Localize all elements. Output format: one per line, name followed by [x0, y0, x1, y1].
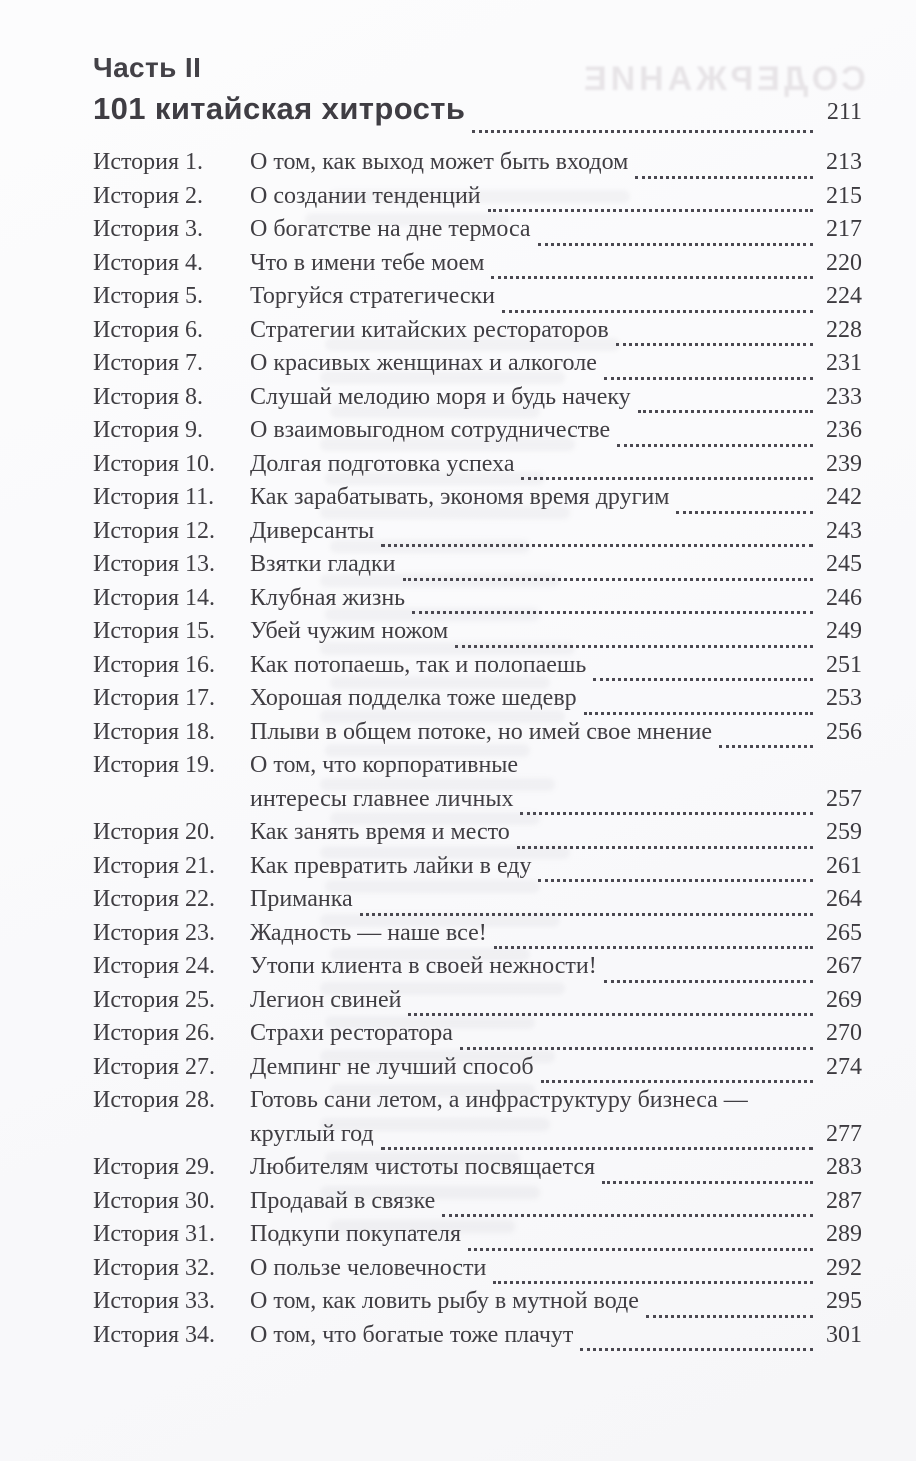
toc-entry-body — [250, 917, 862, 951]
toc-entry-body — [250, 1017, 862, 1051]
toc-entry-body — [250, 615, 862, 649]
toc-entry-label: История 1. — [93, 149, 204, 175]
toc-entry-page: 233 — [826, 383, 862, 410]
toc-entry-line — [250, 280, 862, 314]
toc-entry-label: История 14. — [93, 584, 216, 611]
toc-entry-page: 245 — [826, 551, 862, 577]
dot-leader — [412, 611, 813, 614]
toc-list — [93, 146, 862, 1352]
toc-entry-body — [250, 950, 862, 984]
toc-entry-line — [250, 682, 862, 716]
toc-entry-body — [250, 180, 862, 214]
toc-content — [93, 50, 862, 1352]
toc-entry-label: История 11. — [93, 484, 215, 510]
toc-entry-body — [250, 1185, 862, 1219]
toc-entry — [93, 1252, 862, 1286]
toc-entry-title: Что в имени тебе моем — [250, 249, 485, 276]
toc-entry-label: История 15. — [93, 618, 216, 644]
toc-entry-label: История 12. — [93, 517, 216, 544]
toc-entry — [93, 1285, 862, 1319]
toc-entry-page: 236 — [826, 417, 862, 443]
toc-entry-line — [250, 146, 862, 180]
toc-entry-line — [250, 749, 862, 783]
toc-entry-line — [250, 1252, 862, 1286]
toc-entry-page: 277 — [826, 1120, 862, 1147]
toc-entry-body — [250, 1285, 862, 1319]
toc-entry-line — [250, 716, 862, 750]
dot-leader — [472, 130, 813, 133]
toc-entry-title: Утопи клиента в своей нежности! — [250, 953, 597, 979]
toc-entry-body — [250, 247, 862, 281]
dot-leader — [617, 444, 813, 447]
toc-entry-label: История 24. — [93, 953, 216, 979]
toc-entry — [93, 850, 862, 884]
toc-entry-page: 256 — [826, 718, 862, 745]
toc-entry — [93, 1017, 862, 1051]
toc-entry-page: 249 — [826, 618, 862, 644]
toc-entry — [93, 716, 862, 750]
toc-entry-body — [250, 347, 862, 381]
toc-entry-title: О том, как ловить рыбу в мутной воде — [250, 1288, 639, 1314]
dot-leader — [502, 310, 813, 313]
dot-leader — [676, 511, 813, 514]
toc-entry-body — [250, 481, 862, 515]
toc-entry — [93, 984, 862, 1018]
toc-entry-title: О том, что корпоративные — [250, 752, 519, 778]
toc-entry-line — [250, 1319, 862, 1353]
toc-entry — [93, 280, 862, 314]
toc-entry — [93, 582, 862, 616]
toc-entry-label: История 16. — [93, 651, 216, 678]
toc-entry-label: История 30. — [93, 1187, 216, 1214]
toc-entry — [93, 481, 862, 515]
toc-entry-title: Любителям чистоты посвящается — [250, 1154, 596, 1180]
toc-entry — [93, 213, 862, 247]
toc-entry-title: О создании тенденций — [250, 182, 481, 209]
toc-entry-title: Жадность — наше все! — [250, 919, 487, 946]
toc-entry-label: История 20. — [93, 819, 216, 845]
toc-entry-line — [250, 548, 862, 582]
toc-entry-label: История 28. — [93, 1087, 216, 1113]
toc-entry-line — [250, 515, 862, 549]
toc-entry-label: История 4. — [93, 249, 204, 276]
toc-entry-body — [250, 146, 862, 180]
toc-entry — [93, 247, 862, 281]
toc-entry-title: Хорошая подделка тоже шедевр — [250, 685, 577, 711]
toc-entry-line — [250, 950, 862, 984]
toc-entry-title: Демпинг не лучший способ — [250, 1053, 534, 1080]
dot-leader — [538, 243, 813, 246]
toc-entry-label: История 19. — [93, 752, 216, 778]
toc-entry-label: История 13. — [93, 551, 216, 577]
toc-entry-line — [250, 414, 862, 448]
toc-entry-page: 265 — [826, 919, 862, 946]
toc-entry-title: Приманка — [250, 886, 353, 912]
toc-entry-title: Слушай мелодию моря и будь начеку — [250, 383, 631, 410]
toc-entry-label: История 3. — [93, 216, 204, 242]
dot-leader — [460, 1047, 813, 1050]
toc-entry — [93, 649, 862, 683]
toc-entry-body — [250, 515, 862, 549]
toc-entry-body — [250, 649, 862, 683]
toc-entry-line — [250, 850, 862, 884]
toc-entry-title: круглый год — [250, 1120, 374, 1147]
toc-entry-line — [250, 381, 862, 415]
toc-entry — [93, 314, 862, 348]
toc-entry-body — [250, 682, 862, 716]
toc-entry-title: Продавай в связке — [250, 1187, 436, 1214]
toc-entry-line — [250, 247, 862, 281]
dot-leader — [593, 678, 813, 681]
toc-entry — [93, 883, 862, 917]
dot-leader — [635, 176, 813, 179]
toc-entry — [93, 1218, 862, 1252]
toc-entry-body — [250, 548, 862, 582]
toc-entry-line — [250, 783, 862, 817]
dot-leader — [604, 980, 813, 983]
dot-leader — [538, 879, 813, 882]
toc-entry-line — [250, 1185, 862, 1219]
toc-entry-label: История 33. — [93, 1288, 216, 1314]
dot-leader — [616, 343, 813, 346]
toc-entry-page: 246 — [826, 584, 862, 611]
toc-entry-label: История 10. — [93, 450, 216, 477]
toc-entry-body — [250, 280, 862, 314]
toc-entry — [93, 917, 862, 951]
toc-entry-page: 251 — [826, 651, 862, 678]
toc-entry-page: 301 — [826, 1321, 862, 1348]
part-title: 101 китайская хитрость — [93, 91, 466, 126]
toc-entry-line — [250, 180, 862, 214]
toc-entry-body — [250, 213, 862, 247]
toc-entry-title: Взятки гладки — [250, 551, 396, 577]
dot-leader — [602, 1181, 813, 1184]
toc-entry-body — [250, 1051, 862, 1085]
dot-leader — [381, 1147, 813, 1150]
toc-entry-label: История 25. — [93, 986, 216, 1013]
toc-entry-title: Как зарабатывать, экономя время другим — [250, 484, 670, 510]
toc-entry-page: 228 — [826, 316, 862, 343]
toc-entry — [93, 816, 862, 850]
toc-entry-label: История 22. — [93, 886, 216, 912]
toc-entry-label: История 23. — [93, 919, 216, 946]
toc-entry-title: О том, как выход может быть входом — [250, 149, 629, 175]
toc-entry-body — [250, 883, 862, 917]
toc-entry-line — [250, 448, 862, 482]
dot-leader — [468, 1248, 813, 1251]
toc-entry-body — [250, 749, 862, 816]
toc-entry-page: 259 — [826, 819, 862, 845]
toc-entry-title: О пользе человечности — [250, 1254, 487, 1281]
toc-entry-page: 243 — [826, 517, 862, 544]
toc-entry — [93, 381, 862, 415]
toc-entry — [93, 448, 862, 482]
toc-entry — [93, 414, 862, 448]
toc-entry-label: История 27. — [93, 1053, 216, 1080]
toc-entry-line — [250, 213, 862, 247]
toc-entry-line — [250, 917, 862, 951]
toc-entry-title: Как превратить лайки в еду — [250, 852, 532, 879]
toc-entry-body — [250, 1252, 862, 1286]
toc-entry — [93, 347, 862, 381]
toc-entry-body — [250, 716, 862, 750]
toc-entry-body — [250, 448, 862, 482]
dot-leader — [604, 377, 813, 380]
toc-entry-page: 213 — [826, 149, 862, 175]
toc-entry-page: 283 — [826, 1154, 862, 1180]
toc-entry-line — [250, 314, 862, 348]
toc-entry — [93, 1151, 862, 1185]
toc-entry-label: История 26. — [93, 1020, 216, 1046]
dot-leader — [541, 1080, 813, 1083]
dot-leader — [442, 1214, 813, 1217]
toc-entry-line — [250, 582, 862, 616]
toc-entry — [93, 682, 862, 716]
toc-entry-page: 270 — [826, 1020, 862, 1046]
toc-entry-line — [250, 984, 862, 1018]
toc-entry-label: История 21. — [93, 852, 216, 879]
toc-entry-label: История 17. — [93, 685, 216, 711]
part-label: Часть II — [93, 52, 202, 83]
toc-entry-page: 269 — [826, 986, 862, 1013]
toc-entry-line — [250, 1118, 862, 1152]
dot-leader — [494, 946, 813, 949]
toc-entry-page: 274 — [826, 1053, 862, 1080]
toc-entry-line — [250, 1017, 862, 1051]
toc-entry — [93, 950, 862, 984]
dot-leader — [517, 846, 813, 849]
toc-entry-line — [250, 816, 862, 850]
toc-entry-title: Стратегии китайских рестораторов — [250, 316, 609, 343]
toc-entry — [93, 615, 862, 649]
toc-entry-label: История 7. — [93, 350, 204, 376]
toc-entry-title: Диверсанты — [250, 517, 375, 544]
toc-entry-title: О красивых женщинах и алкоголе — [250, 350, 597, 376]
toc-entry-body — [250, 850, 862, 884]
toc-entry-body — [250, 381, 862, 415]
dot-leader — [521, 477, 813, 480]
toc-entry — [93, 515, 862, 549]
toc-entry-line — [250, 615, 862, 649]
toc-entry-body — [250, 582, 862, 616]
toc-entry-page: 292 — [826, 1254, 862, 1281]
toc-entry-line — [250, 347, 862, 381]
toc-entry-line — [250, 481, 862, 515]
toc-entry-page: 220 — [826, 249, 862, 276]
toc-entry-line — [250, 883, 862, 917]
toc-entry — [93, 1084, 862, 1151]
toc-entry-title: О взаимовыгодном сотрудничестве — [250, 417, 611, 443]
toc-entry-title: Страхи ресторатора — [250, 1020, 453, 1046]
toc-entry-line — [250, 1084, 862, 1118]
toc-entry-page: 215 — [826, 182, 862, 209]
toc-entry-line — [250, 1151, 862, 1185]
toc-entry-title: О богатстве на дне термоса — [250, 216, 531, 242]
dot-leader — [719, 745, 813, 748]
part-title-row — [93, 87, 862, 134]
toc-entry-label: История 31. — [93, 1221, 216, 1247]
toc-entry-line — [250, 1218, 862, 1252]
toc-entry — [93, 1185, 862, 1219]
toc-entry-title: Как потопаешь, так и полопаешь — [250, 651, 587, 678]
dot-leader — [580, 1348, 813, 1351]
toc-entry-label: История 6. — [93, 316, 204, 343]
toc-entry-page: 239 — [826, 450, 862, 477]
toc-entry-title: Плыви в общем потоке, но имей свое мнение — [250, 718, 713, 745]
dot-leader — [455, 645, 813, 648]
dot-leader — [381, 544, 813, 547]
toc-entry-page: 287 — [826, 1187, 862, 1214]
toc-entry-title: Как занять время и место — [250, 819, 510, 845]
dot-leader — [488, 209, 813, 212]
dot-leader — [520, 812, 813, 815]
toc-entry-label: История 5. — [93, 283, 204, 309]
toc-entry-title: Торгуйся стратегически — [250, 283, 496, 309]
toc-entry-label: История 32. — [93, 1254, 216, 1281]
toc-entry-page: 295 — [826, 1288, 862, 1314]
bleed-through-heading: СОДЕРЖАНИЕ — [580, 60, 866, 98]
toc-entry-page: 261 — [826, 852, 862, 879]
toc-entry-line — [250, 649, 862, 683]
toc-entry-page: 267 — [826, 953, 862, 979]
toc-entry-title: Долгая подготовка успеха — [250, 450, 515, 477]
dot-leader — [408, 1013, 813, 1016]
toc-entry-title: Легион свиней — [250, 986, 402, 1013]
toc-entry-body — [250, 1319, 862, 1353]
toc-entry-page: 231 — [826, 350, 862, 376]
toc-entry-title: О том, что богатые тоже плачут — [250, 1321, 574, 1348]
toc-entry-page: 257 — [826, 785, 862, 812]
toc-entry-page: 224 — [826, 283, 862, 309]
toc-entry-body — [250, 1218, 862, 1252]
toc-entry-title: Клубная жизнь — [250, 584, 406, 611]
toc-entry-page: 217 — [826, 216, 862, 242]
toc-entry — [93, 1319, 862, 1353]
toc-entry-title: Готовь сани летом, а инфраструктуру бизнеса — — [250, 1087, 748, 1113]
toc-entry-label: История 34. — [93, 1321, 216, 1348]
toc-entry-body — [250, 984, 862, 1018]
toc-entry-body — [250, 414, 862, 448]
dot-leader — [646, 1315, 813, 1318]
dot-leader — [403, 578, 814, 581]
toc-entry-title: Убей чужим ножом — [250, 618, 449, 644]
toc-entry-body — [250, 314, 862, 348]
toc-entry-label: История 29. — [93, 1154, 216, 1180]
toc-entry — [93, 180, 862, 214]
toc-entry-body — [250, 1084, 862, 1151]
dot-leader — [638, 410, 813, 413]
toc-entry-page: 253 — [826, 685, 862, 711]
toc-entry — [93, 1051, 862, 1085]
toc-entry-page: 242 — [826, 484, 862, 510]
dot-leader — [493, 1281, 813, 1284]
toc-entry-label: История 2. — [93, 182, 204, 209]
toc-entry-body — [250, 816, 862, 850]
toc-entry-page: 264 — [826, 886, 862, 912]
part-page-number: 211 — [826, 99, 862, 125]
toc-entry-body — [250, 1151, 862, 1185]
toc-entry-page: 289 — [826, 1221, 862, 1247]
toc-entry-line — [250, 1285, 862, 1319]
toc-entry — [93, 749, 862, 816]
dot-leader — [360, 913, 813, 916]
dot-leader — [491, 276, 813, 279]
toc-entry-label: История 8. — [93, 383, 204, 410]
toc-entry-label: История 18. — [93, 718, 216, 745]
toc-entry-title: Подкупи покупателя — [250, 1221, 462, 1247]
toc-entry — [93, 146, 862, 180]
toc-entry-title: интересы главнее личных — [250, 785, 514, 812]
toc-entry-label: История 9. — [93, 417, 204, 443]
dot-leader — [584, 712, 813, 715]
toc-entry-line — [250, 1051, 862, 1085]
toc-entry — [93, 548, 862, 582]
